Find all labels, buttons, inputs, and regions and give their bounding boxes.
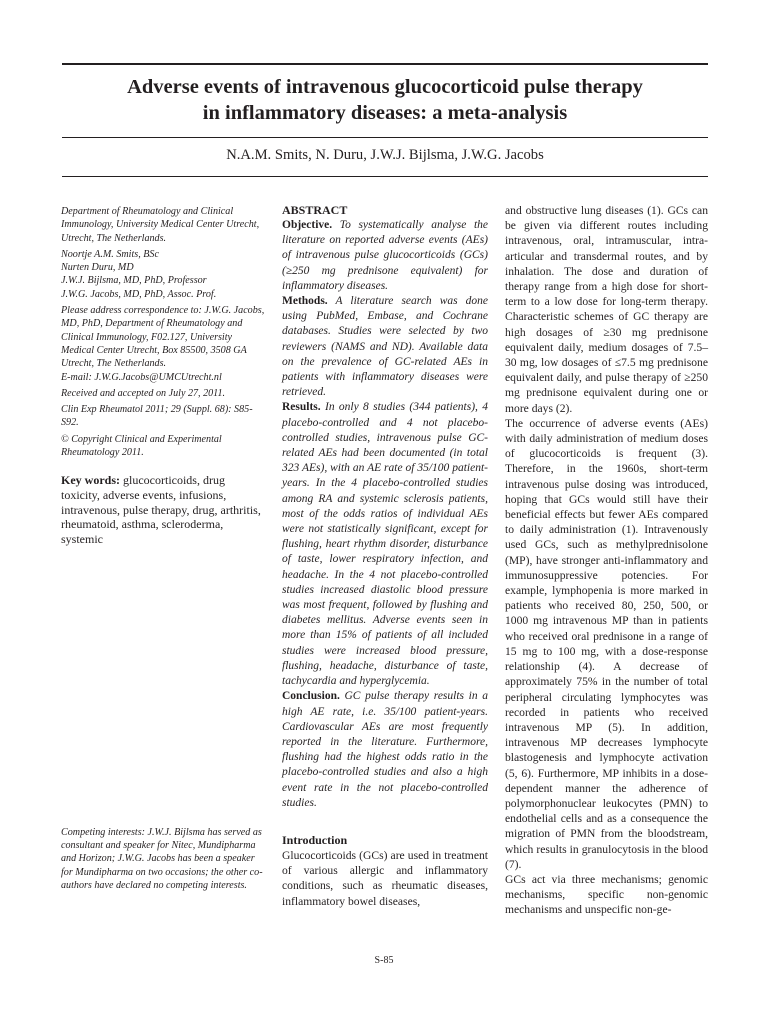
- keywords: [61, 473, 266, 546]
- email: E-mail: J.W.G.Jacobs@UMCUtrecht.nl: [61, 371, 222, 383]
- top-rule: [62, 63, 708, 65]
- left-column: [61, 205, 266, 546]
- author-credential-4: J.W.G. Jacobs, MD, PhD, Assoc. Prof.: [61, 288, 217, 300]
- author-credential-1: Noortje A.M. Smits, BSc: [61, 248, 159, 260]
- abstract-conclusion: [282, 689, 488, 811]
- methods-label: Methods.: [282, 295, 328, 308]
- citation: Clin Exp Rheumatol 2011; 29 (Suppl. 68): S85-S92.: [61, 404, 253, 429]
- conclusion-text: GC pulse therapy results in a high AE rate, i.e. 35/100 patient-years. Cardiovascular AEs are most frequently reported in the literature. Furthermore, flushing had the highest odds ratio in the placebo-controlled studies and also a high event rate in the not placebo-controlled studies.: [282, 690, 488, 809]
- introduction-paragraph-1-continued: and obstructive lung diseases (1). GCs can be given via different routes including intravenous, oral, intramuscular, intra-articular and transdermal routes, and by inhalation. The dose and duration of therapy range from a high dose for short-term to a low dose for long-term therapy. Characteristic schemes of GC therapy are high dosages of ≥30 mg prednisone equivalent daily, medium dosages of 7.5–30 mg, low dosages of ≤7.5 mg prednisone equivalent daily, and pulse therapy of ≥250 mg prednisone equivalent during one or more days (2).: [505, 204, 708, 415]
- keywords-label: Key words:: [61, 473, 120, 488]
- abstract-objective: [282, 218, 488, 294]
- abstract-column: [282, 203, 488, 909]
- correspondence-address: Please address correspondence to: J.W.G. Jacobs, MD, PhD, Department of Rheumatology and Clinical Immunology, F02.127, University Medical Center Utrecht, Box 85500, 3508 GA Utrecht, The Netherlands.: [61, 305, 265, 370]
- objective-text: To systematically analyse the literature on reported adverse events (AEs) of intravenous pulse glucocorticoids (GCs) (≥250 mg prednisone equivalent) for inflammatory diseases.: [282, 219, 488, 292]
- right-column: [505, 203, 708, 918]
- title-rule: [62, 137, 708, 138]
- abstract-methods: [282, 294, 488, 400]
- author-credentials: [61, 248, 266, 301]
- objective-label: Objective.: [282, 219, 333, 231]
- introduction-paragraph-1: Glucocorticoids (GCs) are used in treatment of various allergic and inflammatory conditions, such as rheumatic diseases, inflammatory bowel diseases,: [282, 848, 488, 908]
- correspondence: [61, 304, 266, 384]
- abstract-results: [282, 400, 488, 689]
- page-number: S-85: [374, 955, 394, 966]
- title-line-1: Adverse events of intravenous glucocorticoid pulse therapy: [127, 76, 643, 98]
- article-title: [62, 74, 708, 126]
- copyright: © Copyright Clinical and Experimental Rheumatology 2011.: [61, 433, 222, 459]
- abstract-heading: ABSTRACT: [282, 203, 348, 217]
- results-text: In only 8 studies (344 patients), 4 placebo-controlled and 4 not placebo-controlled studies, intravenous pulse GC-related AEs had been documented (in total 323 AEs), with an AE rate of 35/100 patient-years. In the 4 placebo-controlled studies among RA and systemic sclerosis patients, most of the odds ratios of individual AEs were not statistically significant, except for flushing, heart rhythm disorder, disturbance of taste, lower respiratory infection, and headache. In the 4 not placebo-controlled studies increased diastolic blood pressure was most frequent, followed by flushing and diabetes mellitus. Adverse events seen in more than 15% of patients of all included studies were increased blood pressure, flushing, headache, disturbance of taste, tachycardia and hyperglycemia.: [282, 401, 489, 688]
- competing-interests: Competing interests: J.W.J. Bijlsma has served as consultant and speaker for Nitec, Mundipharma and Horizon; J.W.G. Jacobs has been a speaker for Mundipharma on two occasions; the other co-authors have declared no competing interests.: [61, 827, 263, 891]
- author-rule: [62, 176, 708, 177]
- keywords-text: glucocorticoids, drug toxicity, adverse events, infusions, intravenous, pulse therapy, drug, arthritis, rheumatoid, asthma, scleroderma, systemic: [61, 473, 261, 546]
- title-line-2: in inflammatory diseases: a meta-analysis: [202, 102, 568, 124]
- received-date: Received and accepted on July 27, 2011.: [61, 387, 226, 399]
- introduction-paragraph-2: The occurrence of adverse events (AEs) with daily administration of medium doses of glucocorticoids is frequent (3). Therefore, in the 1960s, short-term intravenous pulse dosing was introduced, hoping that GCs would still have their beneficial effects but fewer AEs compared to daily administration (1). Intravenously used GCs, such as methylprednisolone (MP), have stronger anti-inflammatory and immunosuppressive potencies. For example, lymphopenia is more marked in patients who received 80, 250, 500, or 1000 mg intravenous MP than in patients who received oral prednisone in a range of 15 mg to 100 mg, with a dose-response relationship (4). A decrease of approximately 75% in the number of total peripheral circulating lymphocytes was recorded in patients who received intravenous MP (5). In addition, intravenous MP decreases lymphocyte blastogenesis and lymphocyte activation (5, 6). Furthermore, MP inhibits in a dose-dependent manner the adherence of polymorphonuclear leukocytes (PMN) to endothelial cells and as a consequence the migration of PMN from the bloodstream, which results in granulocytosis in the blood (7).: [505, 416, 708, 871]
- author-list: N.A.M. Smits, N. Duru, J.W.J. Bijlsma, J.W.G. Jacobs: [226, 147, 544, 163]
- conclusion-label: Conclusion.: [282, 690, 340, 703]
- author-credential-2: Nurten Duru, MD: [61, 262, 134, 274]
- author-credential-3: J.W.J. Bijlsma, MD, PhD, Professor: [61, 275, 207, 287]
- methods-text: A literature search was done using PubMed, Embase, and Cochrane databases. Studies were selected by two reviewers (NAMS and ND). Available data on the prevalence of GC-related AEs in patients with inflammatory diseases were retrieved.: [282, 295, 489, 399]
- affiliation: Department of Rheumatology and Clinical Immunology, University Medical Center Utrecht, Utrecht, The Netherlands.: [61, 206, 260, 244]
- introduction-paragraph-3: GCs act via three mechanisms; genomic mechanisms, specific non-genomic mechanisms and unspecific non-ge-: [505, 872, 708, 917]
- introduction-heading: Introduction: [282, 832, 348, 847]
- results-label: Results.: [282, 401, 321, 414]
